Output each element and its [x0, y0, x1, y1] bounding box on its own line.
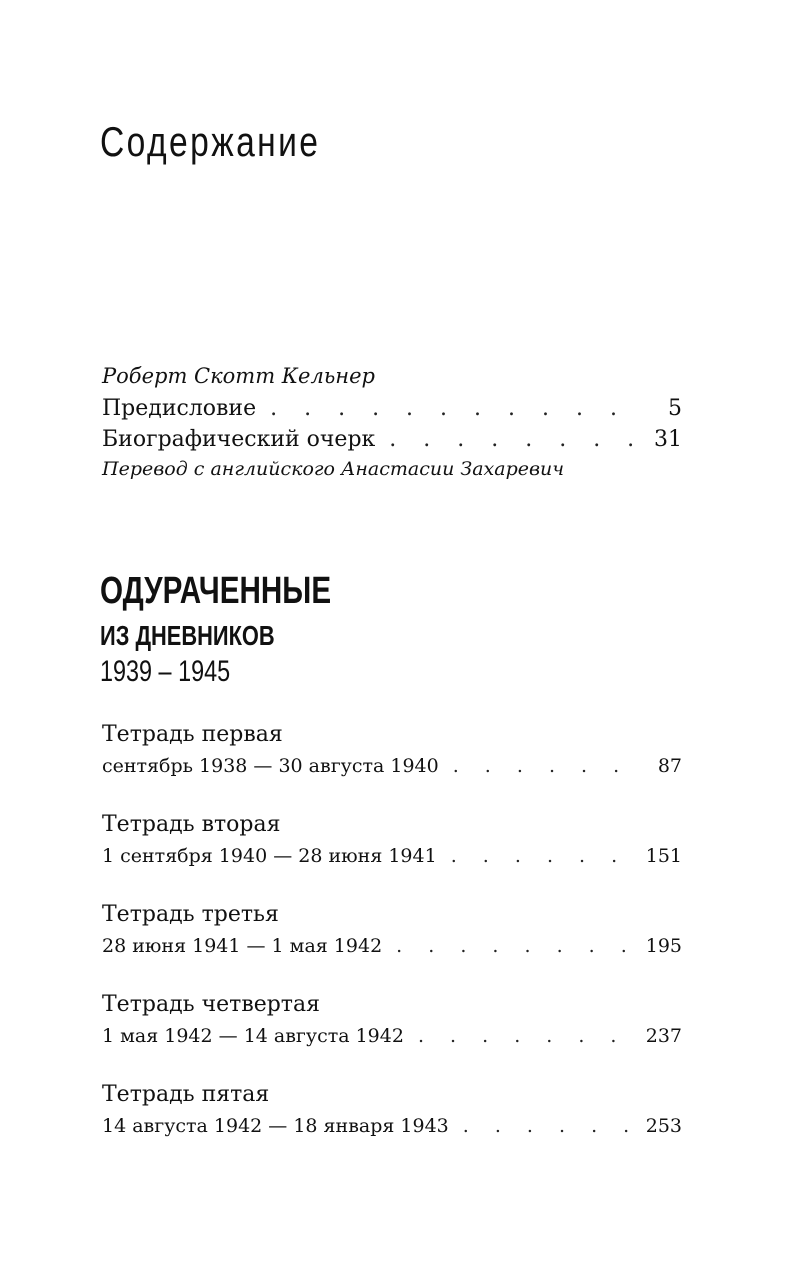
notebook-title: Тетрадь первая [102, 722, 283, 747]
notebook-dates: 1 сентября 1940 — 28 июня 1941 [102, 845, 437, 867]
leader-dots [451, 845, 630, 867]
notebook-title: Тетрадь третья [102, 902, 279, 927]
section-subtitle: ИЗ ДНЕВНИКОВ [100, 620, 275, 651]
notebook-entry[interactable] [102, 722, 682, 777]
leader-dots [418, 1025, 630, 1047]
section-title: ОДУРАЧЕННЫЕ [100, 570, 332, 612]
leader-dots [463, 1115, 630, 1137]
leader-dots [270, 396, 636, 421]
page-title: Содержание [100, 118, 321, 165]
notebook-dates: 1 мая 1942 — 14 августа 1942 [102, 1025, 404, 1047]
toc-page-number: 253 [645, 1115, 682, 1137]
toc-entry-label: Предисловие [102, 396, 257, 421]
notebook-dates: 14 августа 1942 — 18 января 1943 [102, 1115, 449, 1137]
notebook-entry[interactable] [102, 812, 682, 867]
toc-page-number: 237 [645, 1025, 682, 1047]
intro-block [102, 364, 682, 480]
toc-entry-preface[interactable] [102, 396, 682, 421]
notebook-title: Тетрадь пятая [102, 1082, 270, 1107]
leader-dots [453, 755, 636, 777]
toc-page-number: 151 [645, 845, 682, 867]
notebook-title: Тетрадь четвертая [102, 992, 320, 1017]
leader-dots [389, 427, 636, 452]
notebook-dates: сентябрь 1938 — 30 августа 1940 [102, 755, 439, 777]
notebook-entry[interactable] [102, 992, 682, 1047]
notebook-dates: 28 июня 1941 — 1 мая 1942 [102, 935, 383, 957]
translator-credit: Перевод с английского Анастасии Захаревич [102, 458, 565, 480]
toc-page-number: 31 [654, 427, 682, 452]
leader-dots [396, 935, 630, 957]
author-name: Роберт Скотт Кельнер [102, 364, 375, 388]
toc-entry-biography[interactable] [102, 427, 682, 452]
section-years: 1939 – 1945 [100, 655, 231, 688]
notebook-entry[interactable] [102, 1082, 682, 1137]
notebook-entry[interactable] [102, 902, 682, 957]
toc-page-number: 5 [668, 396, 682, 421]
notebook-title: Тетрадь вторая [102, 812, 281, 837]
toc-entry-label: Биографический очерк [102, 427, 376, 452]
toc-page-number: 195 [645, 935, 682, 957]
toc-page-number: 87 [657, 755, 682, 777]
